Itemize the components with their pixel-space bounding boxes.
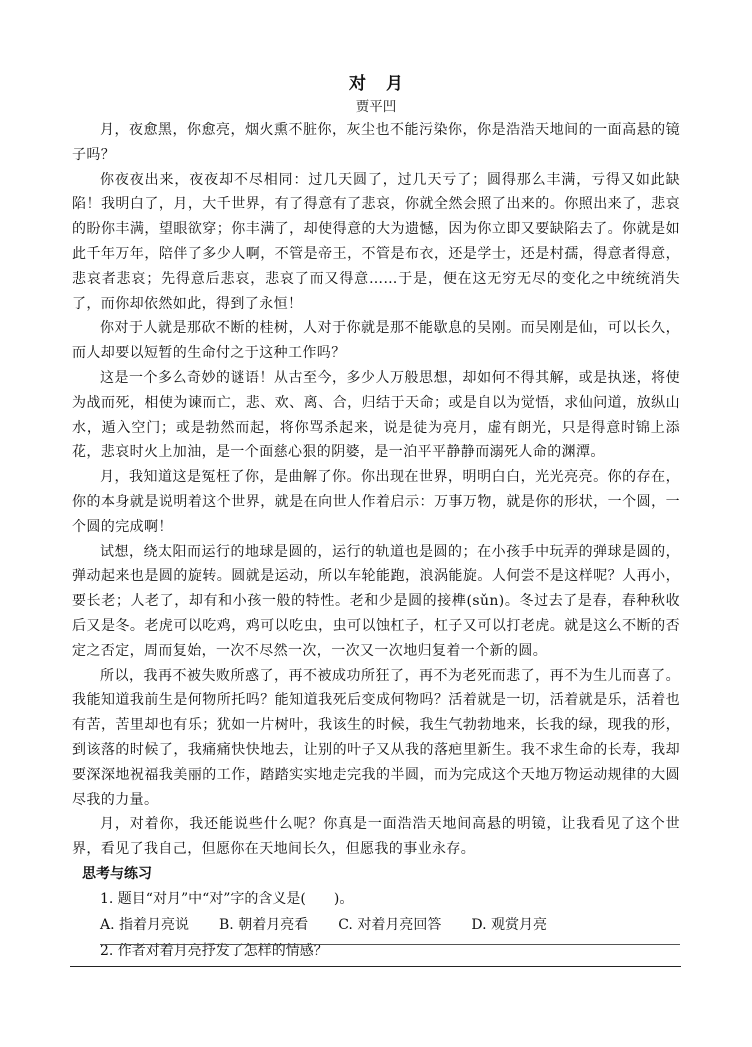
article-author: 贾平凹 xyxy=(355,99,397,115)
option-a[interactable]: A. 指着月亮说 xyxy=(100,916,190,933)
paragraph-3: 你对于人就是那砍不断的桂树，人对于你就是那不能歇息的吴刚。而吴刚是仙，可以长久，而人却要以短暂的生命付之于这种工作吗？ xyxy=(72,320,680,362)
question-1: 1. 题目“对月”中“对”字的含义是( )。 xyxy=(100,890,354,907)
document-page xyxy=(72,72,680,964)
option-d[interactable]: D. 观赏月亮 xyxy=(471,916,547,933)
question-1-options xyxy=(72,912,680,938)
paragraph-8: 月，对着你，我还能说些什么呢？你真是一面浩浩天地间高悬的明镜，让我看见了这个世界，看见了我自己，但愿你在天地间长久，但愿我的事业永存。 xyxy=(72,816,680,858)
paragraph-5: 月，我知道这是冤枉了你，是曲解了你。你出现在世界，明明白白，光光亮亮。你的存在，你的本身就是说明着这个世界，就是在向世人作着启示：万事万物，就是你的形状，一个圆，一个圆的完成啊！ xyxy=(72,469,680,535)
paragraph-2: 你夜夜出来，夜夜却不尽相同：过几天圆了，过几天亏了；圆得那么丰满，亏得又如此缺陷！我明白了，月，大千世界，有了得意有了悲哀，你就全然会照了出来的。你照出来了，悲哀的盼你丰满，望眼欲穿；你丰满了，却使得意的大为遗憾，因为你立即又要缺陷去了。你就是如此千年万年，陪伴了多少人啊，不管是帝王，不管是布衣，还是学士，还是村孺，得意者得意，悲哀者悲哀；先得意后悲哀，悲哀了而又得意……于是，便在这无穷无尽的变化之中统统消失了，而你却依然如此，得到了永恒！ xyxy=(72,171,680,312)
answer-line[interactable] xyxy=(100,944,680,945)
exercises-heading: 思考与练习 xyxy=(82,865,152,882)
article-title: 对月 xyxy=(349,74,423,94)
paragraph-1: 月，夜愈黑，你愈亮，烟火熏不脏你，灰尘也不能污染你，你是浩浩天地间的一面高悬的镜子吗？ xyxy=(72,122,680,163)
paragraph-6: 试想，绕太阳而运行的地球是圆的，运行的轨道也是圆的；在小孩手中玩弄的弹球是圆的，弹动起来也是圆的旋转。圆就是运动，所以车轮能跑，浪涡能旋。人何尝不是这样呢？人再小，要长老；人老了，却有和小孩一般的特性。老和少是圆的接榫(sǔn)。冬过去了是春，春种秋收后又是冬。老虎可以吃鸡，鸡可以吃虫，虫可以蚀杠子，杠子又可以打老虎。就是这么不断的否定之否定，周而复始，一次不尽然一次，一次又一次地归复着一个新的圆。 xyxy=(72,543,680,659)
paragraph-4: 这是一个多么奇妙的谜语！从古至今，多少人万般思想，却如何不得其解，或是执迷，将使为战而死，相使为谏而亡，悲、欢、离、合，归结于天命；或是自以为觉悟，求仙问道，放纵山水，遁入空门；或是勃然而起，将你骂杀起来，说是徒为亮月，虚有朗光，只是得意时锦上添花，悲哀时火上加油，是一个面慈心狠的阴婆，是一泊平平静静而溺死人命的渊潭。 xyxy=(72,369,680,461)
paragraph-7: 所以，我再不被失败所惑了，再不被成功所狂了，再不为老死而悲了，再不为生儿而喜了。我能知道我前生是何物所托吗？能知道我死后变成何物吗？活着就是一切，活着就是乐，活着也有苦，苦里却也有乐；犹如一片树叶，我该生的时候，我生气勃勃地来，长我的绿，现我的形，到该落的时候了，我痛痛快快地去，让别的叶子又从我的落疤里新生。我不求生命的长寿，我却要深深地祝福我美丽的工作，踏踏实实地走完我的半圆，而为完成这个天地万物运动规律的大圆尽我的力量。 xyxy=(72,667,680,808)
footer-divider xyxy=(70,966,681,967)
option-b[interactable]: B. 朝着月亮看 xyxy=(219,916,309,933)
option-c[interactable]: C. 对着月亮回答 xyxy=(338,916,442,933)
question-2: 2. 作者对着月亮抒发了怎样的情感？ xyxy=(100,942,328,959)
